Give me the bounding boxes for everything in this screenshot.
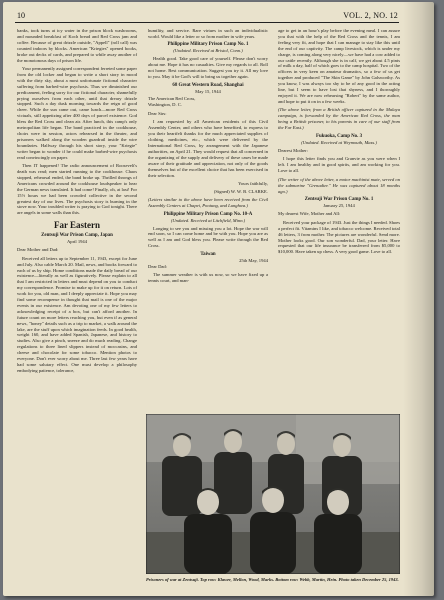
camp-heading: Philippine Military Prison Camp No. 10-A [163,211,253,217]
paragraph: banks, took turns at icy water in the prison block washrooms, and mounded breakfast of Koch bread and Red Cross jam and coffee. Because of great drizzle outside, "Appell" (roll call) was counted indoors by blocks. American "Kriegies" opened books, broke out decks of cards, and prepared to while away another of the monotonous days of prison life. [17,28,137,63]
group-photo-image [146,414,400,574]
magazine-page [3,2,434,596]
section-heading-far-eastern: Far Eastern [53,220,101,231]
letter-salutation: Dear Mother and Dad: [17,247,59,253]
paragraph: Received your package of 1943. Just the things I needed. Shoes a perfect fit. Vitamins I like, and tobacco welcome. Received total 46 letters, 3 from mother. The pictures are wonderful. Send more. Mother looks good. Our son wonderful. Dad, your letter. Have requested that our life insurance be transferred from $5,000 to $10,000. Have taken up chess. A very good game. Love to all. [278,219,400,255]
paragraph: humility, and service. Rare virtues in such an individualistic world. Would like a letter or so from mother in wife years. [148,28,268,39]
letter-date: 25th May, 1944 [239,257,268,263]
paragraph: Then IT happened! The radio announcement of Roosevelt's death was read; men started running to the cookhouse. Chaos stopped, rehearsal ended, the band broke up. Thrilled throngs of Americans crowded around the cookhouse loudspeaker to hear the German news translated. It had come! Finally, oh, at last! For 15½ hours we had been crowded collective in the second greatest day of our lives. The psychosis story is burning in the stove now. Your troubled writer is praying to God tonight. There are angels in some walls than this. [17,163,137,216]
paragraph: The summer weather is with us now, so we have fixed up a tennis court, and man- [148,272,268,284]
camp-heading: Zentsuji War Prison Camp, Japan [41,233,113,239]
header-rule [15,22,399,23]
letter-date: April 1944 [66,239,88,245]
letter-closing: Yours faithfully, [238,181,268,186]
camp-heading: 68 Great Western Road, Shanghai [172,82,244,88]
camp-heading: Taiwan [200,251,216,257]
paragraph: Longing to see you and missing you a lot. Hope the war will end soon, so I can come home and be with you. Hope you are as well as I am and God bless you. Please write through the Red Cross. [148,225,268,249]
camp-heading: Zentsuji War Prison Camp No. 1 [304,197,374,203]
column-2 [148,28,268,287]
letter-salutation: Dear Sirs: [148,110,167,116]
editor-note: (The writer of the above letter, a motor machinist mate, served on the submarine "Grenadier." He was captured about 18 months ago.) [278,176,400,194]
letter-salutation: Dear Dad: [148,263,168,269]
camp-heading: Philippine Military Prison Camp No. 1 [167,42,249,48]
photo-caption: Prisoners of war at Zentsuji. Top row: Klawer, Mellon, Wood, Marks. Bottom row: Webb, Martin, Hein. Photo taken December 25, 1943. [146,577,399,582]
editor-note: (Letters similar to the above have been received from the Civil Assembly Centers at Chapei, Pootung, and Lunghwa.) [148,196,268,208]
letter-note: (Undated. Received at Litchfield, Minn.) [170,217,246,223]
volume-issue: VOL. 2, NO. 12 [343,11,398,20]
prisoner-group-photo [146,414,400,574]
address-line: Washington, D. C. [148,102,182,108]
paragraph: Your permanently assigned correspondent ferreted some paper from the old locker and began to write a short story in mood with the dirty sky, about a most unfortunate fictional character suffering from barbed-wire psychosis. Thus we diminished our predicament, feeling sorry for our fictional character, shamefully prying ourselves from each other, until that dreary drizzle stopped. Such a day dusk morning towards the reign of good cheer. While the sun came out, came lunch—more Red Cross victuals, still appetizing after 400 days of parcel existence. God bless the Red Cross and clean air. After lunch, this camp's only metropolitan life began. The band practiced in the cookhouse, choirs were in session, actors rehearsed in the theater, and prisoners walked along the wooden guardrail inside the wire boundaries. Halfway through his short story, your "Kriegie" writer began to wonder if he could make barbed-wire psychosis read convincingly on paper. [17,66,137,160]
page-fold-shadow [403,2,434,596]
letter-date: January 25, 1944 [323,203,355,209]
address-line: The American Red Cross, [148,96,196,102]
letter-signature: (Signed) W. W. B. CLARKE. [213,188,268,194]
paragraph: Health good. Take good care of yourself. Please don't worry about me. Hope it has no casualties. Give my regards to all. Roll not home. Best communication. Suggest you try it. All my love to you. May it be God's will to bring us together again. [148,56,268,80]
editor-note: (The above letter, from a British officer captured in the Malaya campaign, is forwarded by the American Red Cross, the man being a British prisoner, to his parents in care of our staff from the Far East.) [278,107,400,131]
letter-salutation: Dearest Mother: [278,147,308,153]
letter-note: (Undated. Received at Weymouth, Mass.) [301,140,377,145]
page-number: 10 [17,11,25,20]
paragraph: I hope this letter finds you and Granvie as you were when I left. I am healthy and in good spirits, and am working for you. Love to all. [278,156,400,174]
letter-note: (Undated. Received at Bristol, Conn.) [173,48,243,54]
letter-date: May 15, 1944 [195,88,221,94]
letter-salutation: My dearest Wife, Mother and All: [278,211,341,217]
column-1 [17,28,137,376]
column-3 [278,28,400,258]
paragraph: Received all letters up to September 11, 1943, except for June and July. Also cable March 20. Mail, news, and books forward to each of us by ship. Home conditions made the daily bread of our existence—literally as well as figuratively. Please explain to all that I am restricted in letters and must depend on you to conduct my correspondence. Promise to make up for it on return. Lots of work for you, old man, and I deeply appreciate it. Hope you may find some recompense in thought that mail is one of the major events in our existence. Am devoting one of my few letters to acknowledging receipt of a box, but can't afford another. In future count on more letters reaching you, but even if as general news, "honey" details such as a trip to market, a walk around the lake, are the stuff upon which imagination feeds. In good health, weight 160, and have added Spanish, Japanese, and history to studies. Also give a pinch, sneeze and do much reading. Change regulations to three lined slippers instead of moccasins, and cheese and chocolate for some tobacco. Mention photos to everyone. Don't ever worry about me. Three last few years have had some salutary effect. One must develop a philosophy embodying patience, tolerance, [17,255,137,373]
paragraph: age to get in an hour's play before the evening meal. I can assure you that with the help of the Red Cross and the tennis, I am feeling very fit, and hope that I can manage to stay like this until the end of our captivity. The camp livestock, which is under my charge, is coming along very nicely—we have had a cow added to our cattle recently. Although she is in calf, we get about 4.5 pints of milk a day, half of which goes to the camp hospital. Two of the officers in very keen on amateur dramatics, so a few of us get together and produced "The Skin Game" by John Galsworthy. As you know, I was always too shy to be of any good in the acting line, but I seem to have lost that shyness, and I thoroughly enjoyed it. We are now rehearsing "Robert" by the same author, and hope to put it on in a few weeks. [278,28,400,104]
paragraph: I am requested by all American residents of this Civil Assembly Center, and others who have benefited, to express to you their heartfelt thanks for the much appreciated supplies of clothing, medicines, etc., which were delivered by the International Red Cross, by arrangement with the Japanese authorities, on April 21. They would request that all concerned in the organizing of the supply and delivery of these cases be made aware of their gratitude and appreciation, not only of the goods themselves but of the excellent choice that has been exercised in their selection. [148,119,268,178]
camp-heading: Fukuoka, Camp No. 3 [315,134,363,139]
